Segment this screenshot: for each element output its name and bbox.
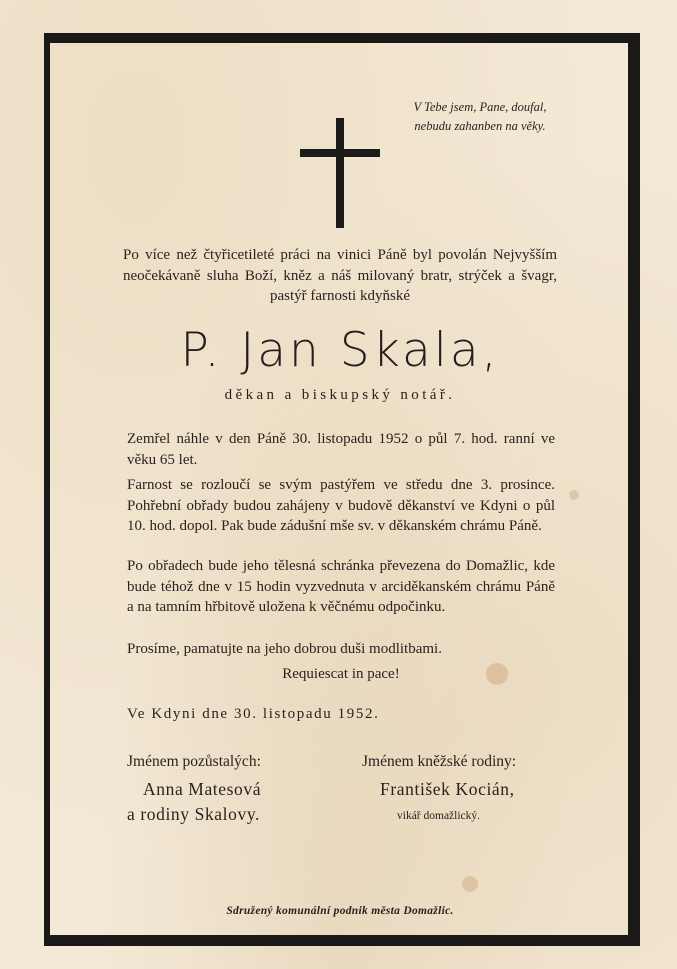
death-paragraph: Zemřel náhle v den Páně 30. listopadu 1952 o půl 7. hod. ranní ve věku 65 let. [127,431,555,468]
farewell-paragraph: Farnost se rozloučí se svým pastýřem ve středu dne 3. prosince. Pohřební obřady budou zahájeny v budově děkanství ve Kdyni o půl 10. hod. dopol. Pak bude zádušní mše sv. v děkanském chrámu Páně. [127,477,555,534]
motto-line-1: V Tebe jsem, Pane, doufal, [413,100,547,114]
prayer-request: Prosíme, pamatujte na jeho dobrou duši modlitbami. [127,641,442,657]
survivor-name: Anna Matesová [143,779,262,799]
clergy-name: František Kocián, [380,779,515,799]
clergy-role: vikář domažlický. [397,810,481,822]
deceased-name: P. Jan Skala, [180,323,500,378]
cross-icon [300,118,380,228]
deceased-title: děkan a biskupský notář. [224,387,456,403]
place-and-date: Ve Kdyni dne 30. listopadu 1952. [127,706,380,722]
printer-imprint: Sdružený komunální podnik města Domažlic. [226,905,454,917]
burial-paragraph: Po obřadech bude jeho tělesná schránka převezena do Domažlic, kde bude téhož dne v 15 hodin vyzvednuta v arciděkanském chrámu Páně a na tamním hřbitově uložena k věčnému odpočinku. [127,558,555,615]
mourning-border-left [44,33,50,946]
bible-motto [380,98,580,136]
mourning-border-top [44,33,640,43]
mourning-border-right [628,33,640,946]
intro-text: Po více než čtyřicetileté práci na vinici Páně byl povolán Nejvyšším neočekávaně sluha Boží, kněz a náš milovaný bratr, strýček a švagr, pastýř farnosti kdyňské [123,247,557,304]
clergy-family-label: Jménem kněžské rodiny: [362,753,517,770]
paper-stain [462,876,478,892]
paper-stain [569,490,579,500]
mourning-border-bottom [44,935,640,946]
survivors-label: Jménem pozůstalých: [127,753,261,770]
motto-line-2: nebudu zahanben na věky. [414,119,546,133]
requiescat: Requiescat in pace! [282,666,400,682]
survivor-family: a rodiny Skalovy. [127,804,261,824]
